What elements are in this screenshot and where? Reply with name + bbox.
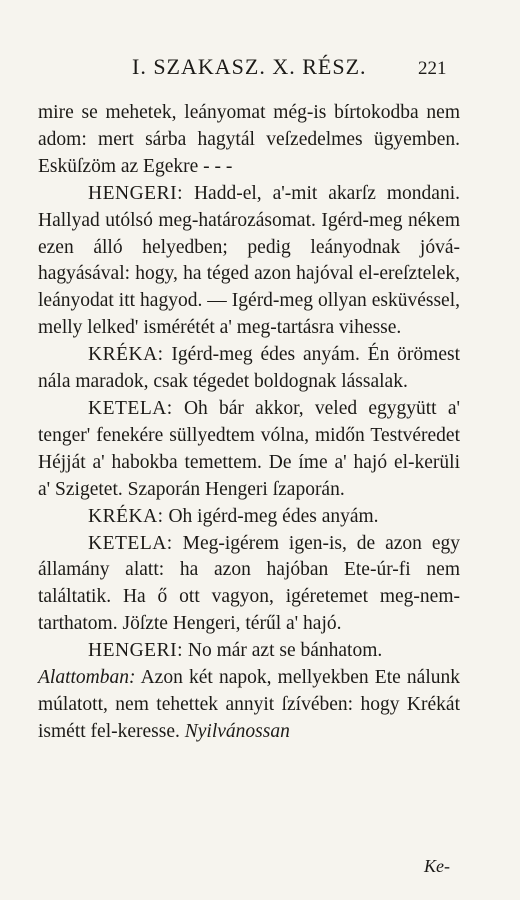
speaker-name: HENGERI: [88, 182, 183, 204]
speaker-name: KETELA: [88, 397, 173, 419]
speaker-name: HENGERI: [88, 640, 183, 662]
paragraph-ketela-1 [38, 396, 460, 504]
catchword: Ke- [424, 856, 450, 876]
stage-direction-trail: Nyilvánossan [179, 720, 290, 742]
paragraph-text: Azon két napok, mellyekben Ete nálunk múlatott, nem tehettek annyit ſzívében: hogy Krékát ismétt fel-keresse. [38, 667, 460, 742]
page-body [38, 100, 460, 746]
paragraph-text: No már azt se bánhatom. [183, 640, 383, 662]
paragraph-ketela-2 [38, 531, 460, 639]
paragraph-text: Oh bár akkor, veled egygyütt a' tenger' fenekére süllyedtem vólna, midőn Testvéredet Héjját a' habokba temettem. De íme a' hajó el-kerüli a' Szigetet. Szaporán Hengeri ſzaporán. [38, 397, 460, 500]
paragraph-text: Oh igérd-meg édes anyám. [163, 505, 379, 527]
paragraph-continuation [38, 100, 460, 181]
page-number: 221 [418, 58, 447, 79]
paragraph-kreka-1 [38, 342, 460, 396]
paragraph-text: mire se mehetek, leányomat még-is bírtokodba nem adom: mert sárba hagytál veſzedelmes ügyemben. Esküſzöm az Egekre - - - [38, 102, 460, 177]
stage-direction-lead: Alattomban: [38, 667, 136, 689]
paragraph-text: Igérd-meg édes anyám. Én örömest nála maradok, csak tégedet boldognak lássalak. [38, 344, 460, 393]
paragraph-text: Meg-igérem igen-is, de azon egy államány alatt: ha azon hajóban Ete-úr-fi nem találtatik. Ha ő ott vagyon, igéretemet meg-nem-tarthatom. Jöſzte Hengeri, térűl a' hajó. [38, 532, 460, 635]
speaker-name: KRÉKA: [88, 344, 164, 366]
running-head: I. SZAKASZ. X. RÉSZ. [132, 54, 367, 79]
paragraph-kreka-2 [38, 504, 460, 531]
paragraph-hengeri-2 [38, 638, 460, 665]
speaker-name: KETELA: [88, 532, 173, 554]
paragraph-stage-direction [38, 665, 460, 746]
paragraph-text: Hadd-el, a'-mit akarſz mondani. Hallyad utólsó meg-határozásomat. Igérd-meg nékem ezen álló helyedben; pedig leányodnak jóvá-hagyásával: hogy, ha téged azon hajóval el-ereſztelek, leányodat itt hagyod. — Igérd-meg ollyan esküvéssel, melly lelked' ismérétét a' meg-tartásra vihesse. [38, 182, 460, 339]
paragraph-hengeri-1 [38, 181, 460, 342]
speaker-name: KRÉKA: [88, 505, 164, 527]
